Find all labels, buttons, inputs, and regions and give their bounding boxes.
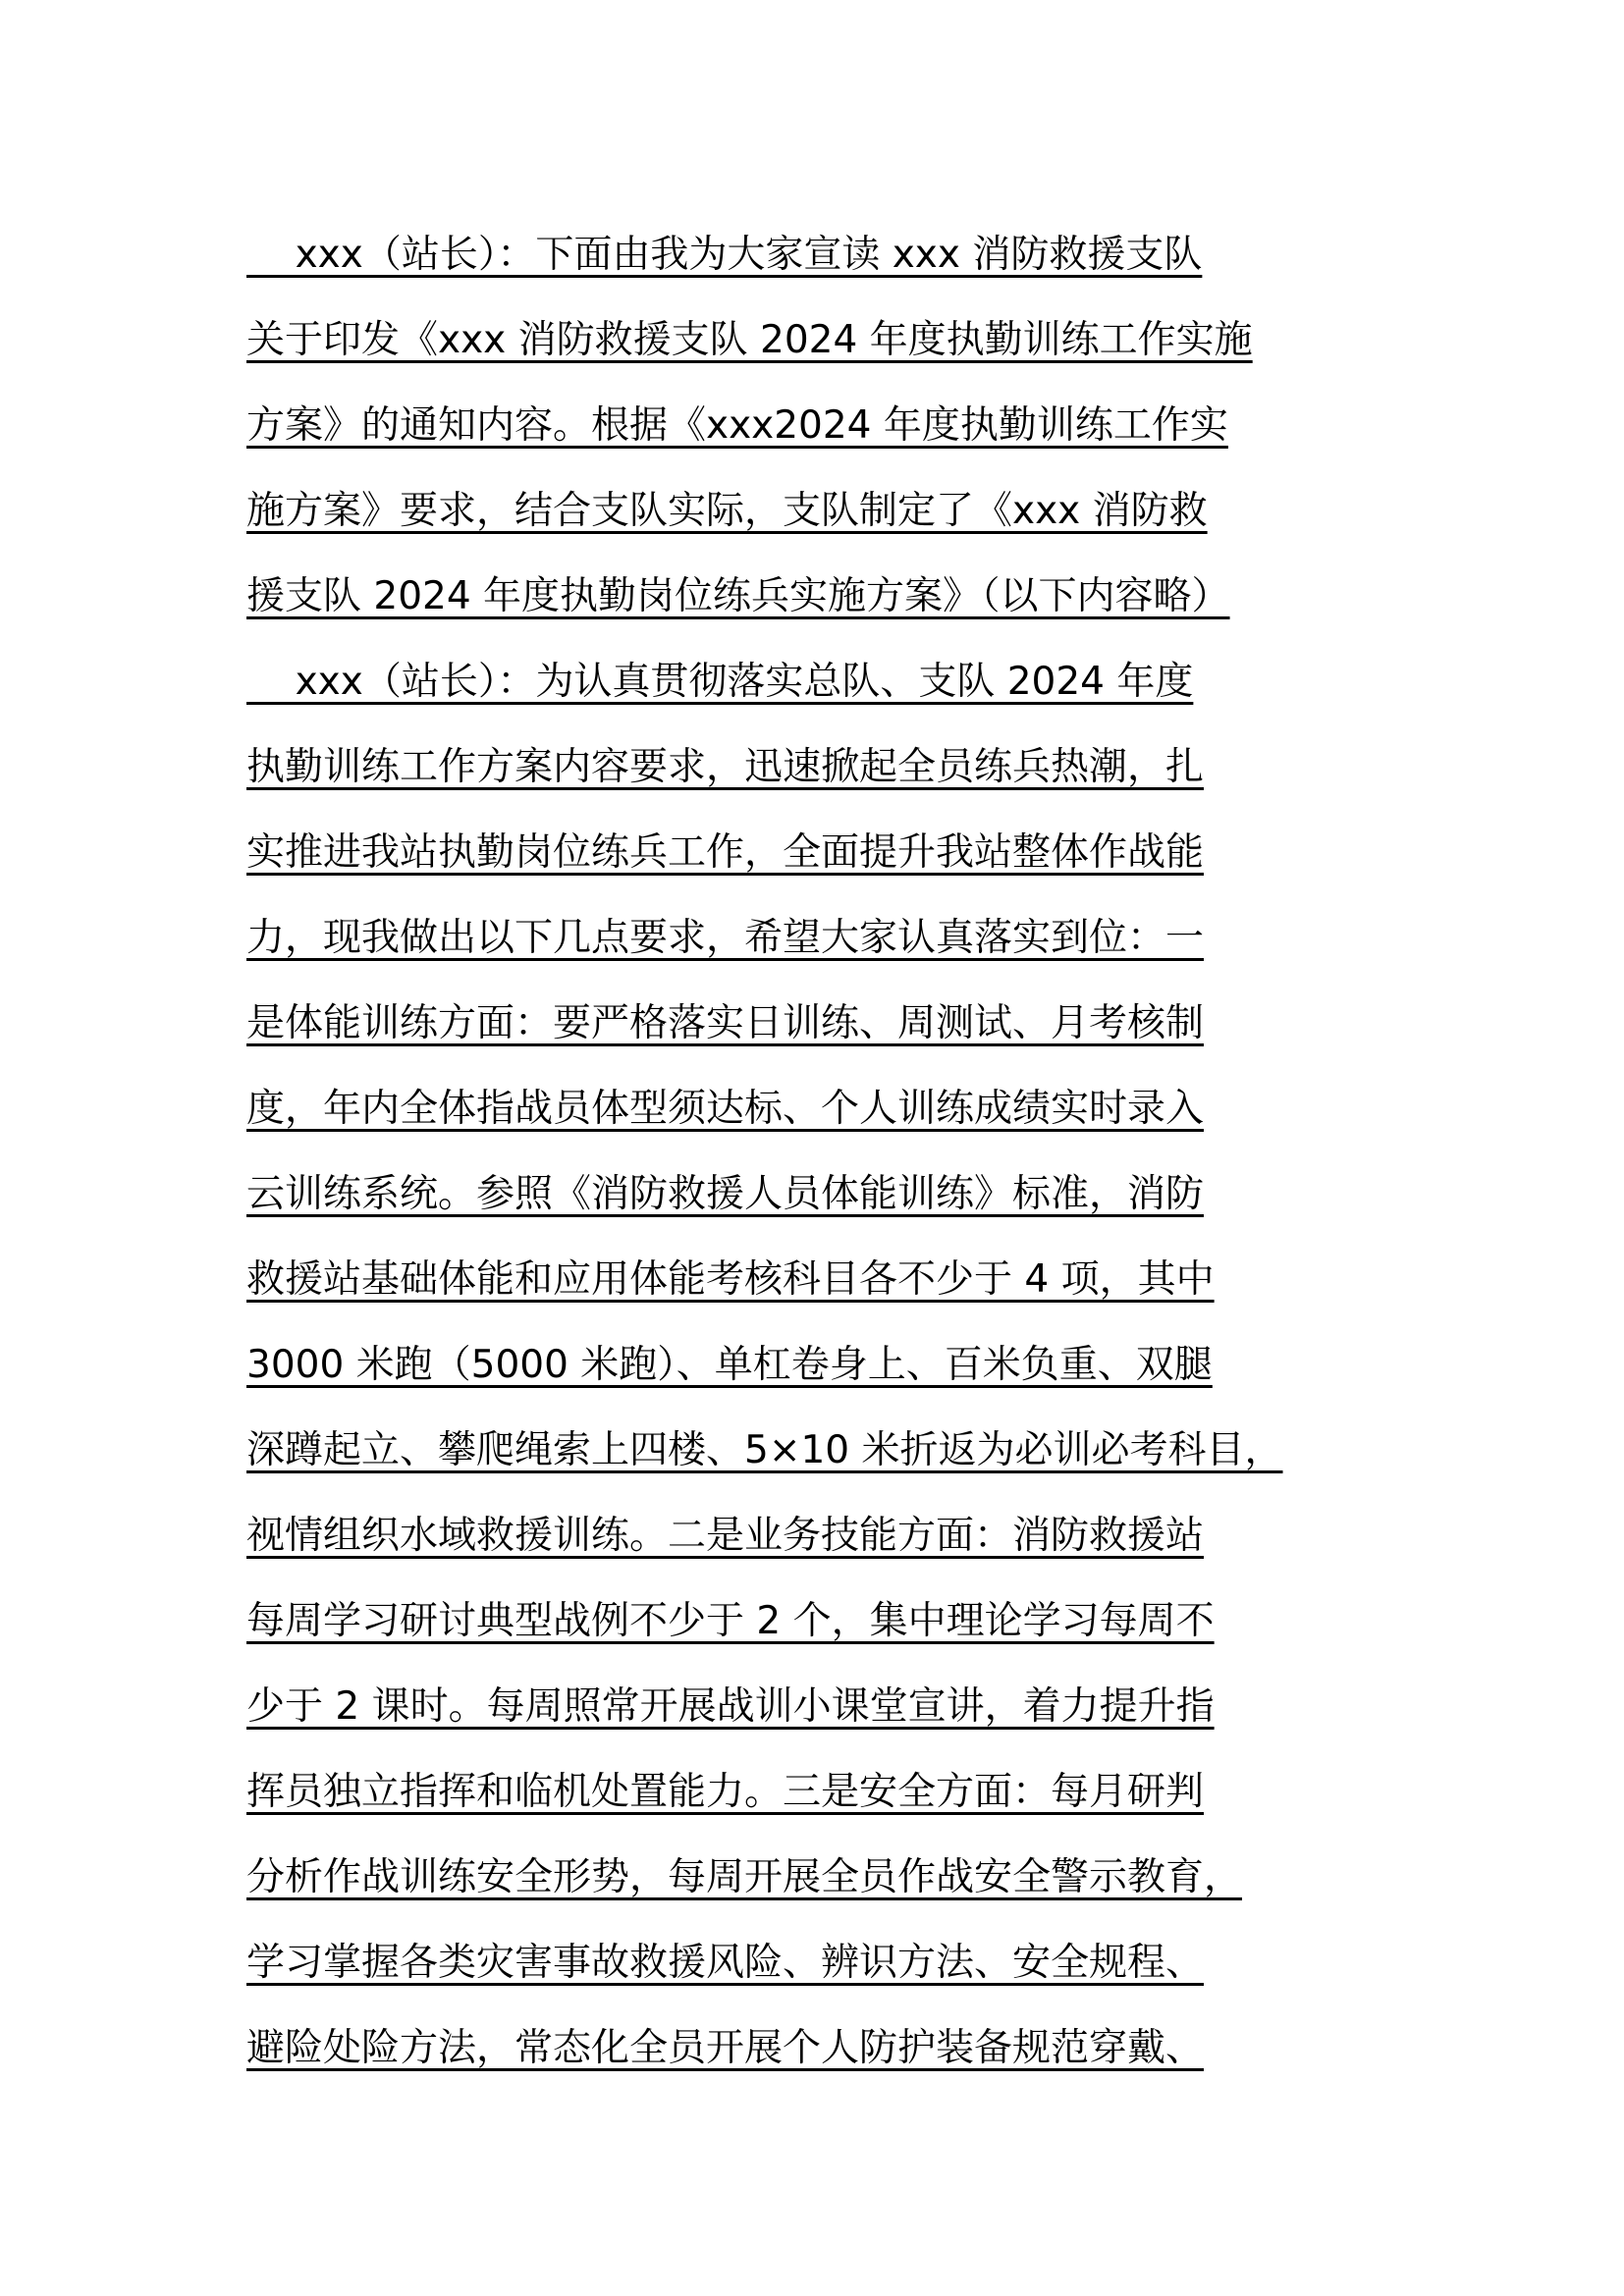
text-line [246, 1509, 1484, 1594]
text-line-content: 援支队 2024 年度执勤岗位练兵实施方案》（以下内容略） [246, 574, 1230, 618]
text-line [246, 1765, 1484, 1850]
text-line [246, 996, 1484, 1082]
text-line-content: 避险处险方法，常态化全员开展个人防护装备规范穿戴、 [246, 2026, 1205, 2070]
text-line-content: 力，现我做出以下几点要求，希望大家认真落实到位：一 [246, 916, 1205, 960]
text-line [246, 1338, 1484, 1423]
text-line [246, 228, 1484, 313]
text-line-content: 3000 米跑（5000 米跑）、单杠卷身上、百米负重、双腿 [246, 1343, 1213, 1387]
text-line [246, 655, 1484, 740]
text-line-content: 度，年内全体指战员体型须达标、个人训练成绩实时录入 [246, 1087, 1205, 1131]
text-line [246, 1253, 1484, 1338]
text-line-content: xxx（站长）：下面由我为大家宣读 xxx 消防救援支队 [246, 233, 1203, 277]
text-line [246, 1850, 1484, 1936]
document-body [246, 228, 1484, 2107]
text-line-content: 视情组织水域救援训练。二是业务技能方面：消防救援站 [246, 1514, 1205, 1558]
text-line-content: 每周学习研讨典型战例不少于 2 个，集中理论学习每周不 [246, 1599, 1215, 1643]
text-line [246, 1082, 1484, 1167]
text-line [246, 313, 1484, 399]
text-line [246, 1167, 1484, 1253]
text-line [246, 1423, 1484, 1509]
text-line-content: 学习掌握各类灾害事故救援风险、辨识方法、安全规程、 [246, 1941, 1205, 1985]
text-line-content: xxx（站长）：为认真贯彻落实总队、支队 2024 年度 [246, 660, 1194, 704]
text-line [246, 2021, 1484, 2107]
text-line-content: 少于 2 课时。每周照常开展战训小课堂宣讲，着力提升指 [246, 1684, 1215, 1729]
text-line [246, 484, 1484, 569]
text-line-content: 深蹲起立、攀爬绳索上四楼、5×10 米折返为必训必考科目， [246, 1428, 1283, 1472]
text-line-content: 实推进我站执勤岗位练兵工作，全面提升我站整体作战能 [246, 830, 1205, 875]
text-line-content: 是体能训练方面：要严格落实日训练、周测试、月考核制 [246, 1001, 1205, 1045]
text-line [246, 740, 1484, 826]
text-line-content: 云训练系统。参照《消防救援人员体能训练》标准，消防 [246, 1172, 1205, 1216]
text-line-content: 施方案》要求，结合支队实际，支队制定了《xxx 消防救 [246, 489, 1208, 533]
text-line-content: 挥员独立指挥和临机处置能力。三是安全方面：每月研判 [246, 1770, 1205, 1814]
text-line-content: 救援站基础体能和应用体能考核科目各不少于 4 项，其中 [246, 1257, 1215, 1302]
text-line-content: 执勤训练工作方案内容要求，迅速掀起全员练兵热潮，扎 [246, 745, 1205, 789]
text-line [246, 1594, 1484, 1680]
text-line [246, 826, 1484, 911]
text-line [246, 1936, 1484, 2021]
text-line [246, 399, 1484, 484]
text-line [246, 569, 1484, 655]
text-line [246, 1680, 1484, 1765]
text-line-content: 方案》的通知内容。根据《xxx2024 年度执勤训练工作实 [246, 403, 1228, 448]
text-line-content: 分析作战训练安全形势，每周开展全员作战安全警示教育， [246, 1855, 1243, 1899]
text-line [246, 911, 1484, 996]
text-line-content: 关于印发《xxx 消防救援支队 2024 年度执勤训练工作实施 [246, 318, 1253, 362]
